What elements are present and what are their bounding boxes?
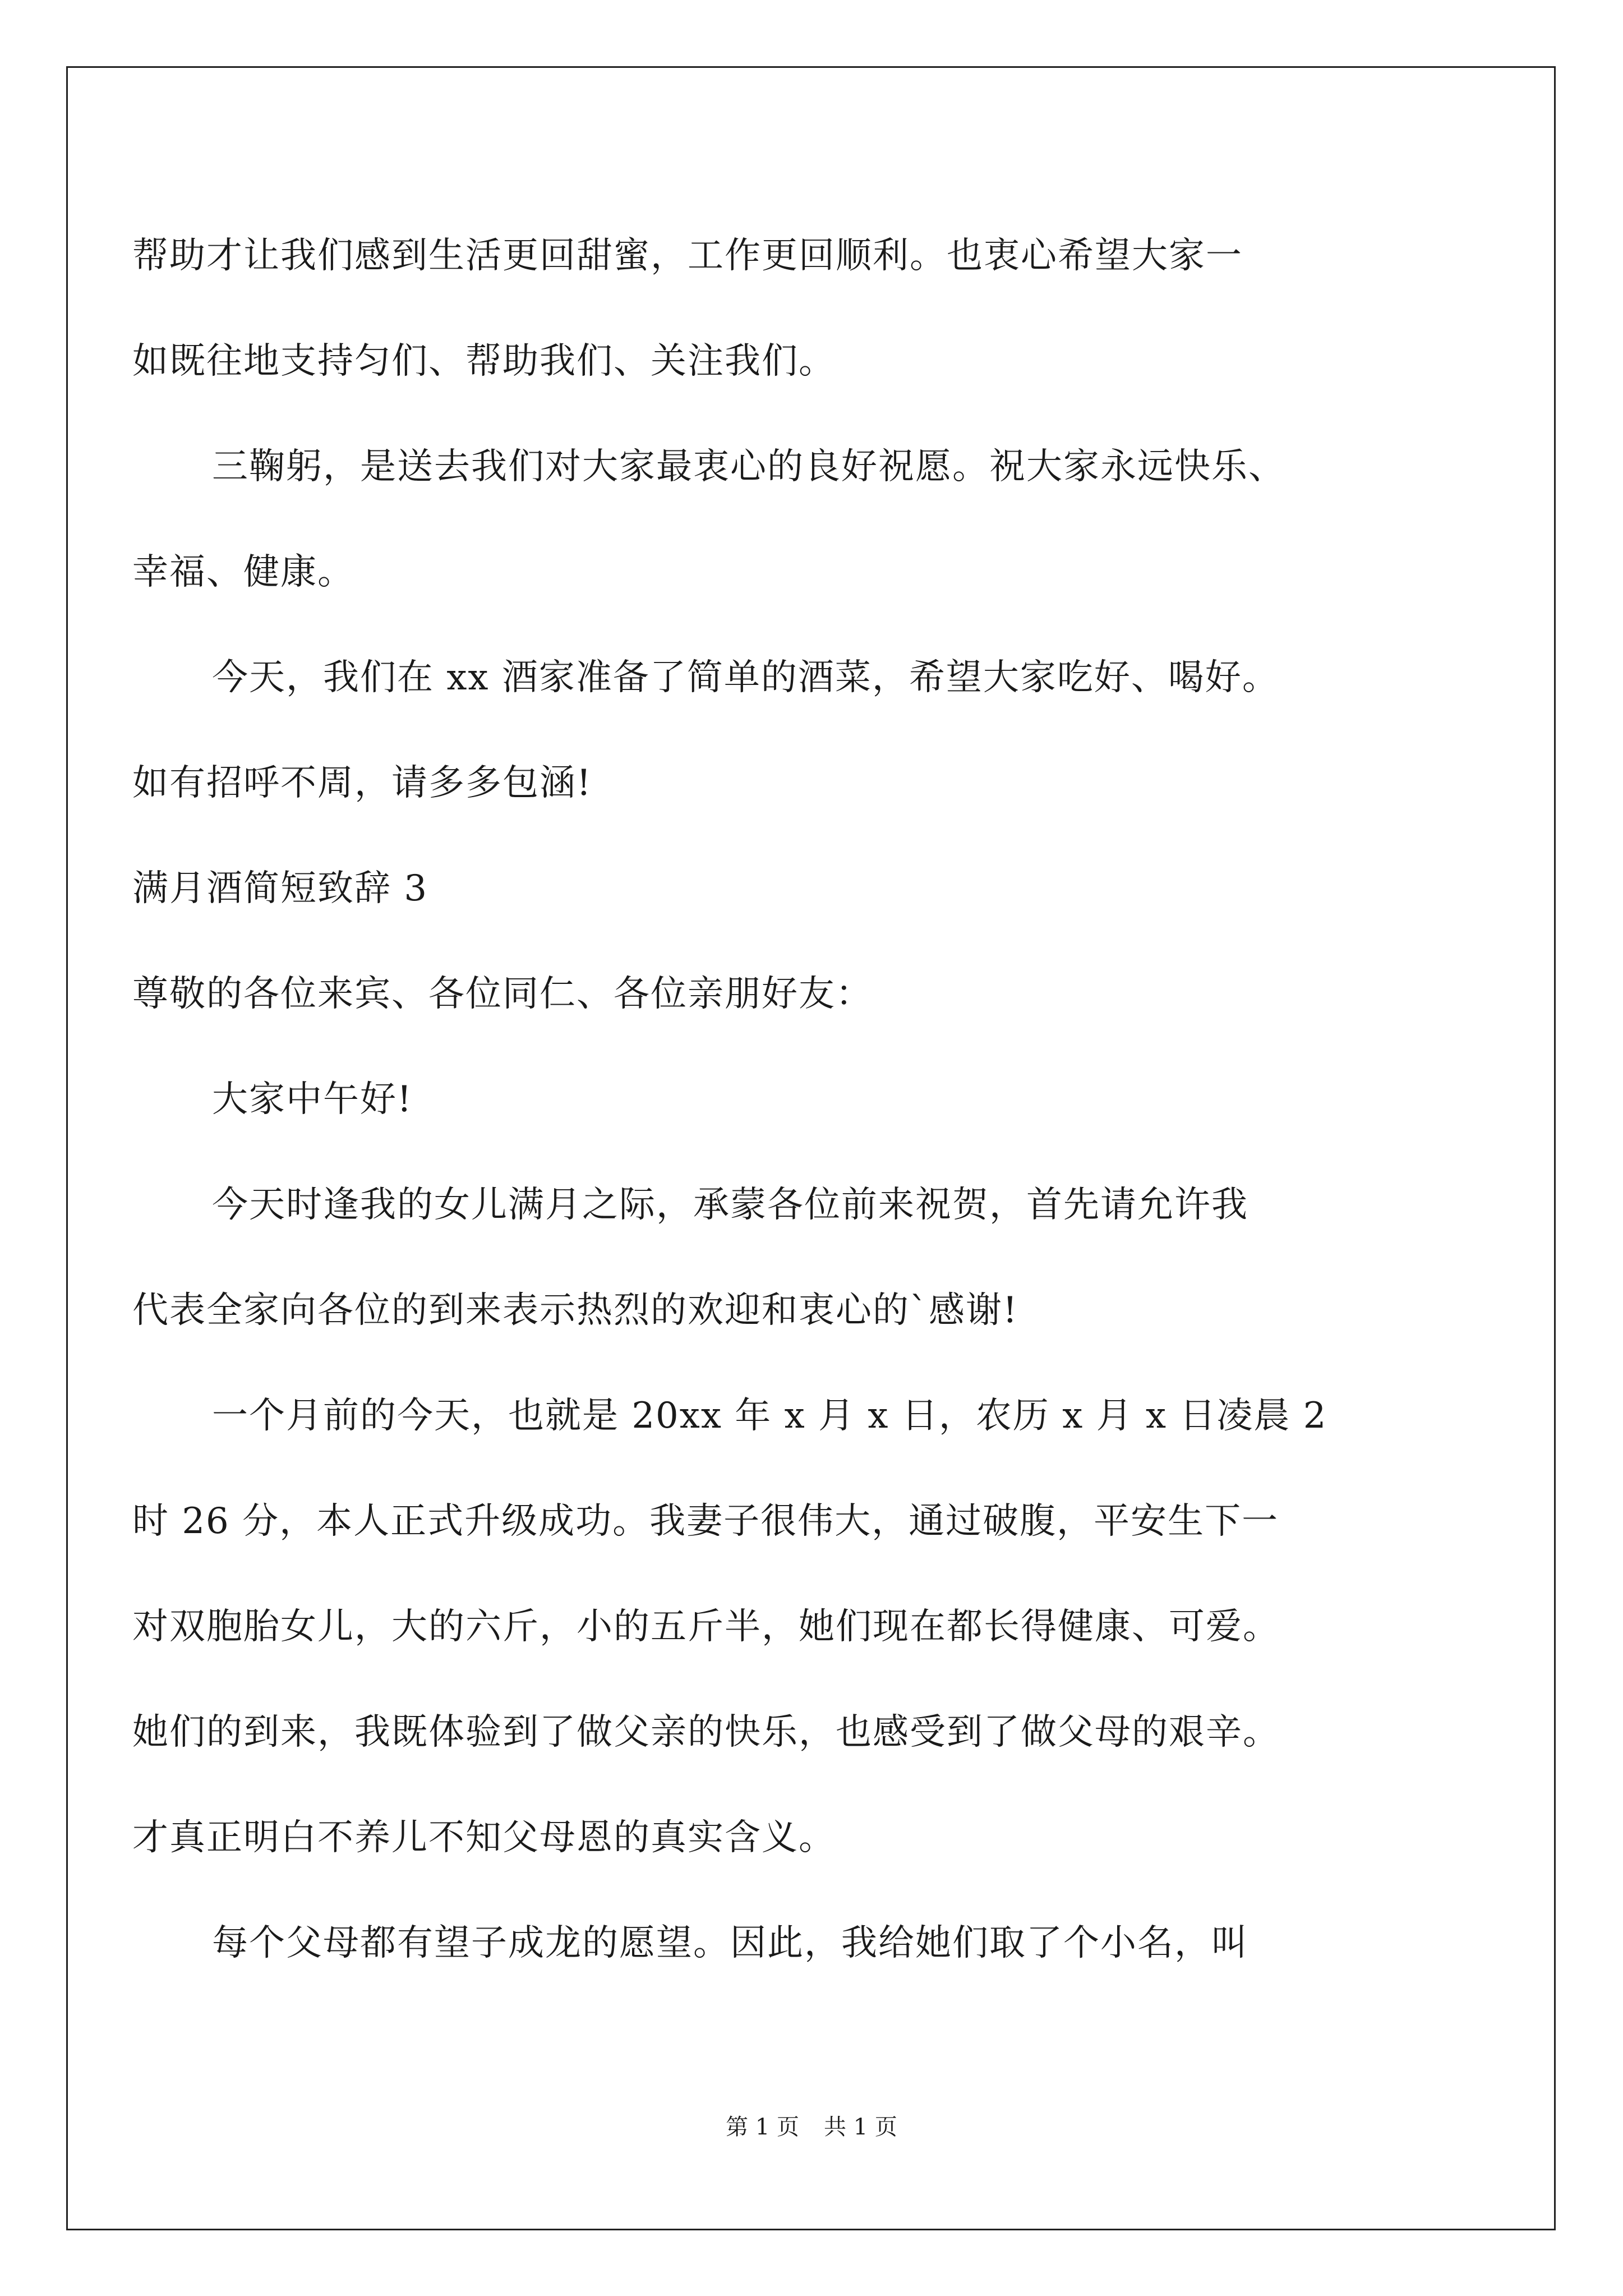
body-line: 她们的到来，我既体验到了做父亲的快乐，也感受到了做父母的艰辛。: [132, 1711, 1280, 1753]
body-line: 代表全家向各位的到来表示热烈的欢迎和衷心的`感谢!: [132, 1290, 1018, 1331]
body-line: 帮助才让我们感到生活更回甜蜜，工作更回顺利。也衷心希望大家一: [132, 235, 1243, 277]
body-line: 每个父母都有望子成龙的愿望。因此，我给她们取了个小名，叫: [212, 1922, 1248, 1964]
body-line: 今天，我们在 xx 酒家准备了简单的酒菜，希望大家吃好、喝好。: [212, 657, 1279, 698]
body-line: 幸福、健康。: [132, 551, 354, 593]
page-footer: [0, 2109, 1623, 2141]
body-line: 才真正明白不养儿不知父母恩的真实含义。: [132, 1817, 836, 1858]
page-number: 第 1 页: [726, 2114, 799, 2140]
document-body: [132, 203, 1490, 1996]
greeting: 大家中午好!: [212, 1079, 413, 1120]
body-line: 如既往地支持匀们、帮助我们、关注我们。: [132, 341, 836, 382]
body-line: 如有招呼不周，请多多包涵!: [132, 762, 592, 804]
body-line: 今天时逢我的女儿满月之际，承蒙各位前来祝贺，首先请允许我: [212, 1184, 1248, 1226]
body-line: 一个月前的今天，也就是 20xx 年 x 月 x 日，农历 x 月 x 日凌晨 2: [212, 1395, 1327, 1437]
section-heading: 满月酒简短致辞 3: [132, 868, 428, 909]
page-total: 共 1 页: [824, 2114, 897, 2140]
body-line: 三鞠躬，是送去我们对大家最衷心的良好祝愿。祝大家永远快乐、: [212, 446, 1285, 487]
salutation: 尊敬的各位来宾、各位同仁、各位亲朋好友：: [132, 973, 873, 1015]
body-line: 时 26 分，本人正式升级成功。我妻子很伟大，通过破腹，平安生下一: [132, 1501, 1279, 1542]
body-line: 对双胞胎女儿，大的六斤，小的五斤半，她们现在都长得健康、可爱。: [132, 1606, 1280, 1648]
